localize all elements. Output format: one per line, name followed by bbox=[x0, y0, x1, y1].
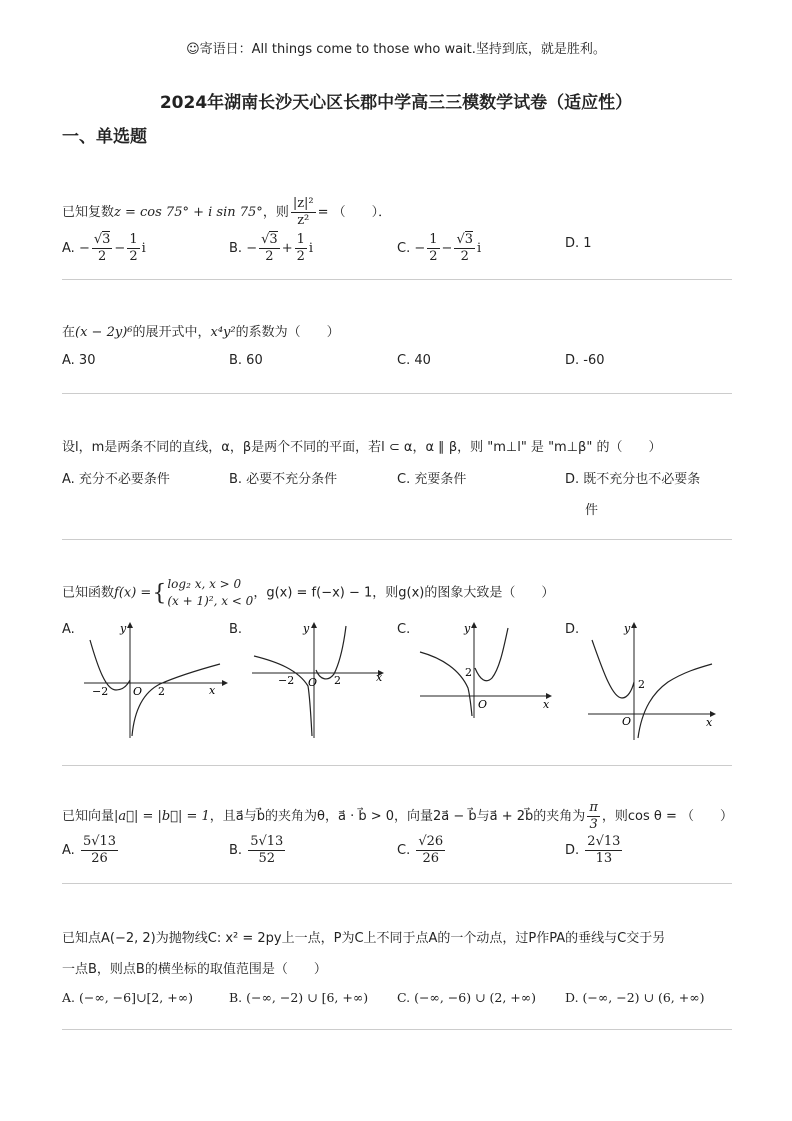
q1-option-c[interactable] bbox=[397, 232, 481, 265]
q5-option-d-fraction bbox=[585, 834, 622, 867]
q1-option-c-math: − $\frac{1}{2}$ − $\frac{√3}{2}$ i bbox=[414, 232, 482, 264]
q5-option-b[interactable] bbox=[229, 834, 287, 867]
q5-frac-num: π bbox=[589, 800, 598, 815]
origin-label: O bbox=[478, 698, 488, 711]
q2-option-b[interactable]: B. 60 bbox=[229, 353, 263, 368]
q4-graph-d[interactable] bbox=[584, 618, 724, 742]
q5-option-d-num: 2√13 bbox=[587, 834, 621, 849]
q5-option-a-den: 26 bbox=[91, 851, 108, 866]
q5-option-a[interactable] bbox=[62, 834, 120, 867]
axis-x-label: x bbox=[706, 716, 713, 729]
tick-label: 2 bbox=[638, 678, 645, 691]
divider bbox=[62, 883, 732, 884]
question-2-stem bbox=[62, 321, 340, 340]
tick-label: −2 bbox=[92, 685, 109, 698]
divider bbox=[62, 539, 732, 540]
q6-option-c[interactable]: C. (−∞, −6) ∪ (2, +∞) bbox=[397, 990, 537, 1005]
q2-option-d[interactable]: D. -60 bbox=[565, 353, 605, 368]
q1-option-b[interactable] bbox=[229, 232, 313, 265]
question-6-stem-line-2: 一点B，则点B的横坐标的取值范围是（ ） bbox=[62, 962, 327, 977]
motto-line: ☺寄语日：All things come to those who wait.坚持到底，就是胜利。 bbox=[186, 42, 606, 57]
q5-option-c[interactable] bbox=[397, 834, 447, 867]
q1-stem-math: z = cos 75° + i sin 75° bbox=[114, 205, 263, 220]
q1-option-c-label: C. bbox=[397, 241, 411, 256]
question-3-stem: 设l，m是两条不同的直线，α，β是两个不同的平面，若l ⊂ α，α ∥ β，则 "m⊥l" 是 "m⊥β" 的（ ） bbox=[62, 440, 662, 455]
q4-option-c-label[interactable]: C. bbox=[397, 622, 411, 637]
q5-option-b-label: B. bbox=[229, 843, 243, 858]
q1-option-a-label: A. bbox=[62, 241, 75, 256]
axis-y-label: y bbox=[120, 622, 127, 635]
q3-option-c[interactable]: C. 充要条件 bbox=[397, 472, 467, 487]
q4-option-a-label[interactable]: A. bbox=[62, 622, 75, 637]
question-6-stem-line-1: 已知点A(−2, 2)为抛物线C: x² = 2py上一点，P为C上不同于点A的一个动点，过P作PA的垂线与C交于另 bbox=[62, 931, 666, 946]
q4-stem-text-b: ，g(x) = f(−x) − 1，则g(x)的图象大致是（ ） bbox=[253, 585, 555, 601]
tick-label: −2 bbox=[278, 674, 295, 687]
origin-label: O bbox=[622, 715, 632, 728]
q5-option-c-den: 26 bbox=[422, 851, 440, 866]
axis-x-label: x bbox=[209, 684, 216, 697]
q2-stem-text-a: 在 bbox=[62, 325, 76, 340]
q1-option-b-label: B. bbox=[229, 241, 243, 256]
axis-x-label: x bbox=[376, 671, 383, 684]
axis-y-label: y bbox=[303, 622, 310, 635]
q5-option-d-den: 13 bbox=[595, 851, 613, 866]
q4-stem-text-a: 已知函数 bbox=[62, 585, 115, 601]
q6-option-b[interactable]: B. (−∞, −2) ∪ [6, +∞) bbox=[229, 990, 369, 1005]
q1-option-b-math: − $\frac{√3}{2}$ + $\frac{1}{2}$ i bbox=[246, 232, 314, 264]
tick-label: 2 bbox=[465, 666, 472, 679]
q5-frac-den: 3 bbox=[589, 817, 598, 832]
q5-fraction bbox=[587, 800, 600, 833]
q5-stem-text-c: ，则cos θ = （ ） bbox=[601, 809, 733, 824]
q4-case-1: log₂ x, x > 0 bbox=[167, 577, 242, 591]
q5-option-a-fraction bbox=[81, 834, 118, 867]
q5-option-d-label: D. bbox=[565, 843, 580, 858]
divider bbox=[62, 393, 732, 394]
q4-option-b-label[interactable]: B. bbox=[229, 622, 243, 637]
q2-option-a[interactable]: A. 30 bbox=[62, 353, 96, 368]
q5-stem-text-b: ，且a⃗与b⃗的夹角为θ，a⃗ · b⃗ > 0，向量2a⃗ − b⃗与a⃗ + 2b⃗的夹角为 bbox=[209, 809, 586, 824]
q4-stem-math: f(x) = bbox=[114, 585, 152, 601]
q2-stem-math: (x − 2y)⁶ bbox=[75, 325, 133, 340]
q1-frac-den: z² bbox=[297, 213, 310, 228]
q5-option-c-num: √26 bbox=[418, 834, 444, 849]
q5-option-d[interactable] bbox=[565, 834, 624, 867]
q5-option-a-num: 5√13 bbox=[82, 834, 117, 849]
q5-option-b-den: 52 bbox=[258, 851, 276, 866]
q4-case-2: (x + 1)², x < 0 bbox=[167, 594, 254, 608]
q5-option-c-label: C. bbox=[397, 843, 411, 858]
q3-option-a[interactable]: A. 充分不必要条件 bbox=[62, 472, 170, 487]
origin-label: O bbox=[308, 676, 318, 689]
origin-label: O bbox=[133, 685, 143, 698]
question-5-stem bbox=[62, 800, 733, 833]
q3-option-d[interactable]: D. 既不充分也不必要条 bbox=[565, 472, 701, 487]
q2-stem-text-c: 的系数为（ ） bbox=[235, 325, 340, 340]
q4-graph-c[interactable] bbox=[416, 618, 556, 742]
q5-option-b-fraction bbox=[248, 834, 285, 867]
q2-stem-text-b: 的展开式中， bbox=[132, 325, 211, 340]
divider bbox=[62, 279, 732, 280]
q6-option-d[interactable]: D. (−∞, −2) ∪ (6, +∞) bbox=[565, 990, 705, 1005]
question-4-stem bbox=[62, 576, 554, 610]
q5-stem-text-a: 已知向量 bbox=[62, 809, 115, 824]
tick-label: 2 bbox=[334, 674, 341, 687]
divider bbox=[62, 1029, 732, 1030]
q1-stem-text-b: ，则 bbox=[262, 205, 289, 220]
axis-y-label: y bbox=[464, 622, 471, 635]
q1-option-a[interactable] bbox=[62, 232, 146, 265]
q1-stem-text-c: = （ ）． bbox=[317, 205, 392, 220]
tick-label: 2 bbox=[158, 685, 165, 698]
q2-stem-math-2: x⁴y² bbox=[210, 325, 236, 340]
page-title: 2024年湖南长沙天心区长郡中学高三三模数学试卷（适应性） bbox=[159, 93, 633, 113]
q2-option-c[interactable]: C. 40 bbox=[397, 353, 431, 368]
q6-option-a[interactable]: A. (−∞, −6]∪[2, +∞) bbox=[62, 990, 193, 1005]
q1-option-d[interactable]: D. 1 bbox=[565, 236, 592, 251]
q1-frac-num: |z|² bbox=[292, 196, 314, 211]
q5-option-c-fraction bbox=[416, 834, 445, 867]
section-heading: 一、单选题 bbox=[62, 127, 147, 147]
q3-option-b[interactable]: B. 必要不充分条件 bbox=[229, 472, 338, 487]
axis-y-label: y bbox=[624, 622, 631, 635]
q5-option-b-num: 5√13 bbox=[250, 834, 284, 849]
q4-brace: { bbox=[152, 580, 167, 606]
q3-option-d-wrap: 件 bbox=[585, 503, 599, 518]
q4-graph-a[interactable] bbox=[80, 618, 230, 742]
question-1-stem bbox=[62, 196, 391, 229]
q1-fraction bbox=[291, 196, 316, 229]
q1-stem-text-a: 已知复数 bbox=[62, 205, 115, 220]
q5-stem-math: |a⃗| = |b⃗| = 1 bbox=[114, 809, 210, 824]
q4-option-d-label[interactable]: D. bbox=[565, 622, 580, 637]
q5-option-a-label: A. bbox=[62, 843, 75, 858]
divider bbox=[62, 765, 732, 766]
axis-x-label: x bbox=[543, 698, 550, 711]
q1-option-a-math: − $\frac{√3}{2}$ − $\frac{1}{2}$ i bbox=[78, 232, 146, 264]
q4-graph-b[interactable] bbox=[248, 618, 388, 742]
q4-cases bbox=[167, 576, 253, 610]
